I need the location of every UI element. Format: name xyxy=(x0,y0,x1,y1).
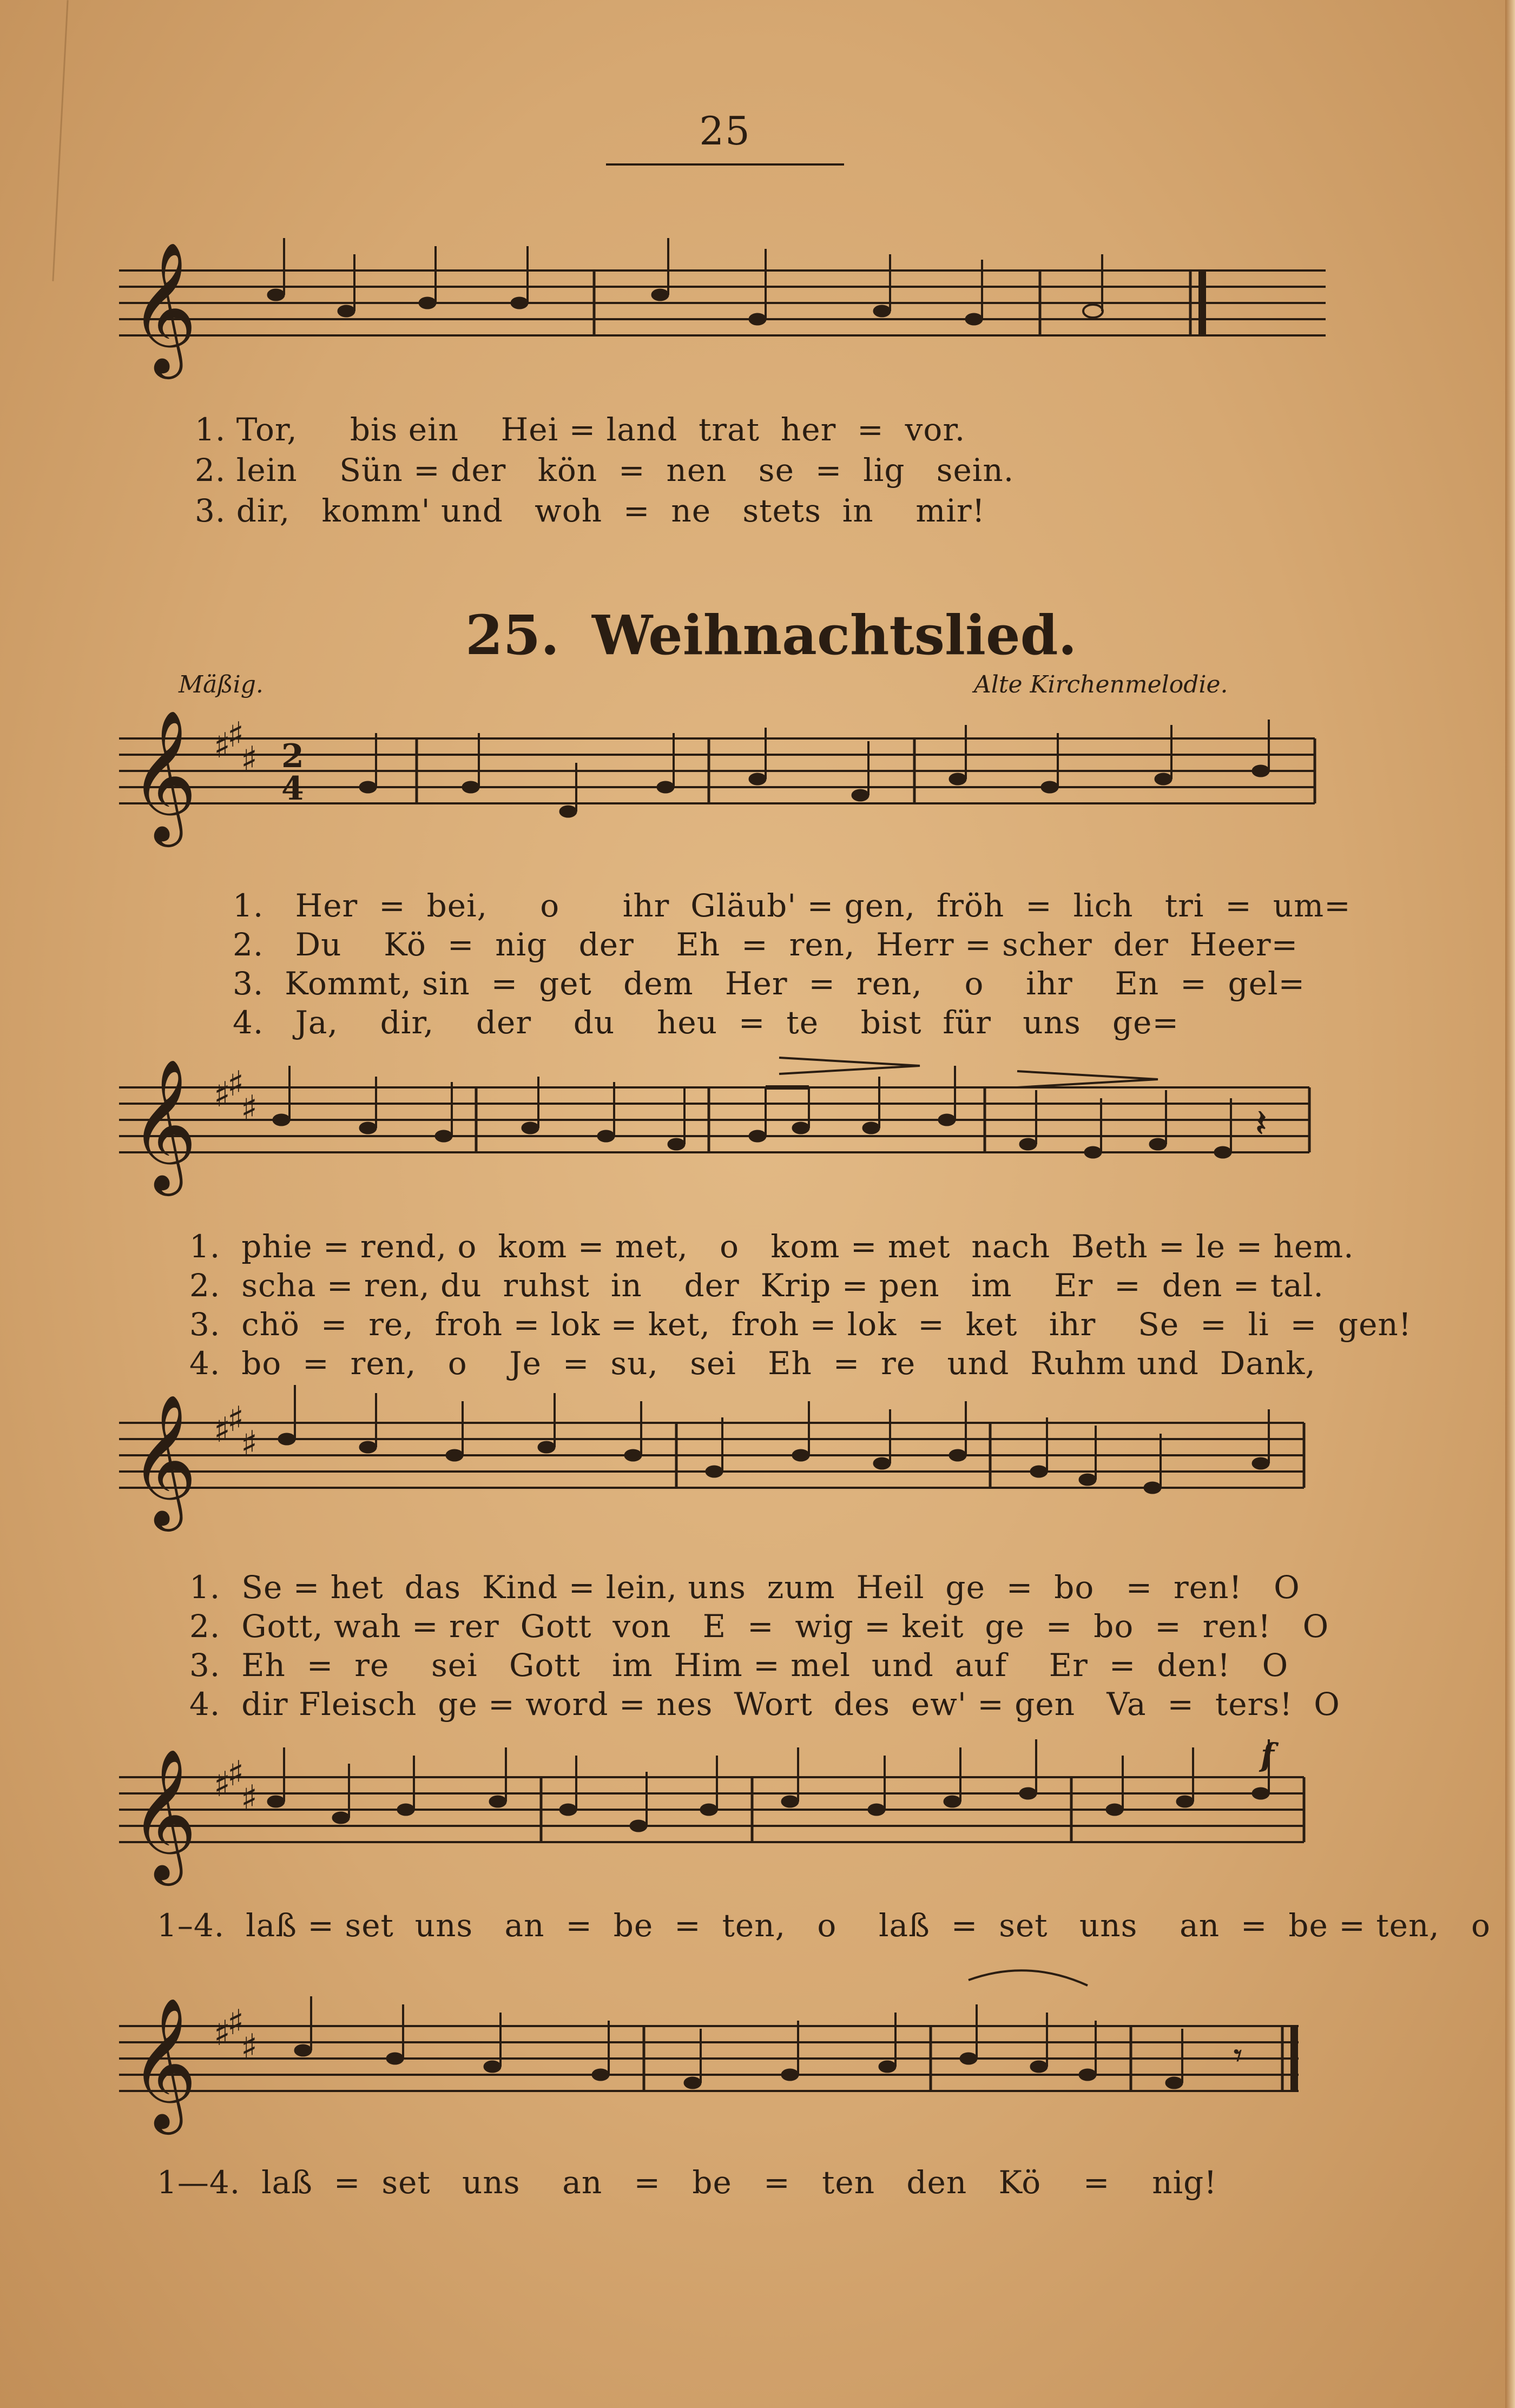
page-number-rule xyxy=(606,163,844,166)
verse-line: 3. chö = re, froh = lok = ket, froh = lok = ket ihr Se = li = gen! xyxy=(189,1306,1412,1343)
svg-text:𝄞: 𝄞 xyxy=(130,709,197,841)
svg-text:♯: ♯ xyxy=(227,715,244,755)
staff-previous-ending xyxy=(0,241,1515,390)
svg-text:𝄞: 𝄞 xyxy=(130,1747,197,1880)
staff-system-3 xyxy=(0,1393,1515,1547)
svg-text:♯: ♯ xyxy=(214,726,230,766)
svg-text:𝄽: 𝄽 xyxy=(1255,1101,1267,1145)
tempo-marking: Mäßig. xyxy=(179,671,264,698)
svg-text:𝄞: 𝄞 xyxy=(130,1996,197,2129)
page-number: 25 xyxy=(699,108,751,154)
verse-line: 2. Du Kö = nig der Eh = ren, Herr = scher der Heer= xyxy=(233,926,1299,963)
svg-text:♯: ♯ xyxy=(214,2014,230,2054)
verse-line: 3. Kommt, sin = get dem Her = ren, o ihr En = gel= xyxy=(233,965,1306,1002)
svg-text:♯: ♯ xyxy=(227,1064,244,1104)
verse-line: 1–4. laß = set uns an = be = ten, o laß = set uns an = be = ten, o xyxy=(157,1907,1491,1944)
svg-text:♯: ♯ xyxy=(227,1400,244,1440)
svg-text:𝄞: 𝄞 xyxy=(130,241,197,373)
staff-system-4 xyxy=(0,1747,1515,1899)
svg-text:♯: ♯ xyxy=(241,2027,258,2067)
svg-text:♯: ♯ xyxy=(241,740,258,780)
verse-line: 2. scha = ren, du ruhst in der Krip = pen im Er = den = tal. xyxy=(189,1267,1324,1304)
svg-text:♯: ♯ xyxy=(241,1424,258,1464)
verse-line: 3. Eh = re sei Gott im Him = mel und auf Er = den! O xyxy=(189,1647,1289,1684)
song-number: 25. xyxy=(465,603,559,667)
staff-system-5 xyxy=(0,1996,1515,2153)
svg-text:♯: ♯ xyxy=(214,1075,230,1115)
svg-text:𝄞: 𝄞 xyxy=(130,1058,197,1190)
staff-system-2 xyxy=(0,1060,1515,1201)
svg-text:𝄞: 𝄞 xyxy=(130,1393,197,1526)
spine-crease xyxy=(52,0,68,281)
song-title-text: Weihnachtslied. xyxy=(591,603,1077,667)
verse-line: 3. dir, komm' und woh = ne stets in mir! xyxy=(195,492,985,529)
verse-line: 1. phie = rend, o kom = met, o kom = met nach Beth = le = hem. xyxy=(189,1228,1354,1265)
time-sig-bottom: 4 xyxy=(281,770,304,808)
svg-text:♯: ♯ xyxy=(241,1778,258,1818)
verse-line: 1. Se = het das Kind = lein, uns zum Heil ge = bo = ren! O xyxy=(189,1569,1300,1606)
svg-text:♯: ♯ xyxy=(214,1765,230,1805)
svg-text:♯: ♯ xyxy=(227,2003,244,2043)
svg-text:♯: ♯ xyxy=(241,1088,258,1129)
verse-line: 4. Ja, dir, der du heu = te bist für uns ge= xyxy=(233,1004,1180,1041)
dynamic-forte: f xyxy=(1261,1737,1274,1773)
time-sig-top: 2 xyxy=(281,737,304,775)
svg-text:𝄾: 𝄾 xyxy=(1234,2037,1242,2075)
melody-source: Alte Kirchenmelodie. xyxy=(974,671,1228,698)
verse-line: 1—4. laß = set uns an = be = ten den Kö = nig! xyxy=(157,2164,1217,2201)
verse-line: 1. Tor, bis ein Hei = land trat her = vor. xyxy=(195,411,966,448)
svg-text:♯: ♯ xyxy=(214,1410,230,1450)
song-title xyxy=(465,603,1077,667)
staff-system-1 xyxy=(0,709,1515,866)
verse-line: 2. Gott, wah = rer Gott von E = wig = keit ge = bo = ren! O xyxy=(189,1608,1329,1645)
svg-text:♯: ♯ xyxy=(227,1754,244,1794)
verse-line: 4. dir Fleisch ge = word = nes Wort des ew' = gen Va = ters! O xyxy=(189,1686,1340,1723)
verse-line: 4. bo = ren, o Je = su, sei Eh = re und Ruhm und Dank, xyxy=(189,1345,1316,1382)
verse-line: 2. lein Sün = der kön = nen se = lig sein. xyxy=(195,452,1015,489)
verse-line: 1. Her = bei, o ihr Gläub' = gen, fröh = lich tri = um= xyxy=(233,887,1351,924)
note-group xyxy=(267,238,1103,325)
